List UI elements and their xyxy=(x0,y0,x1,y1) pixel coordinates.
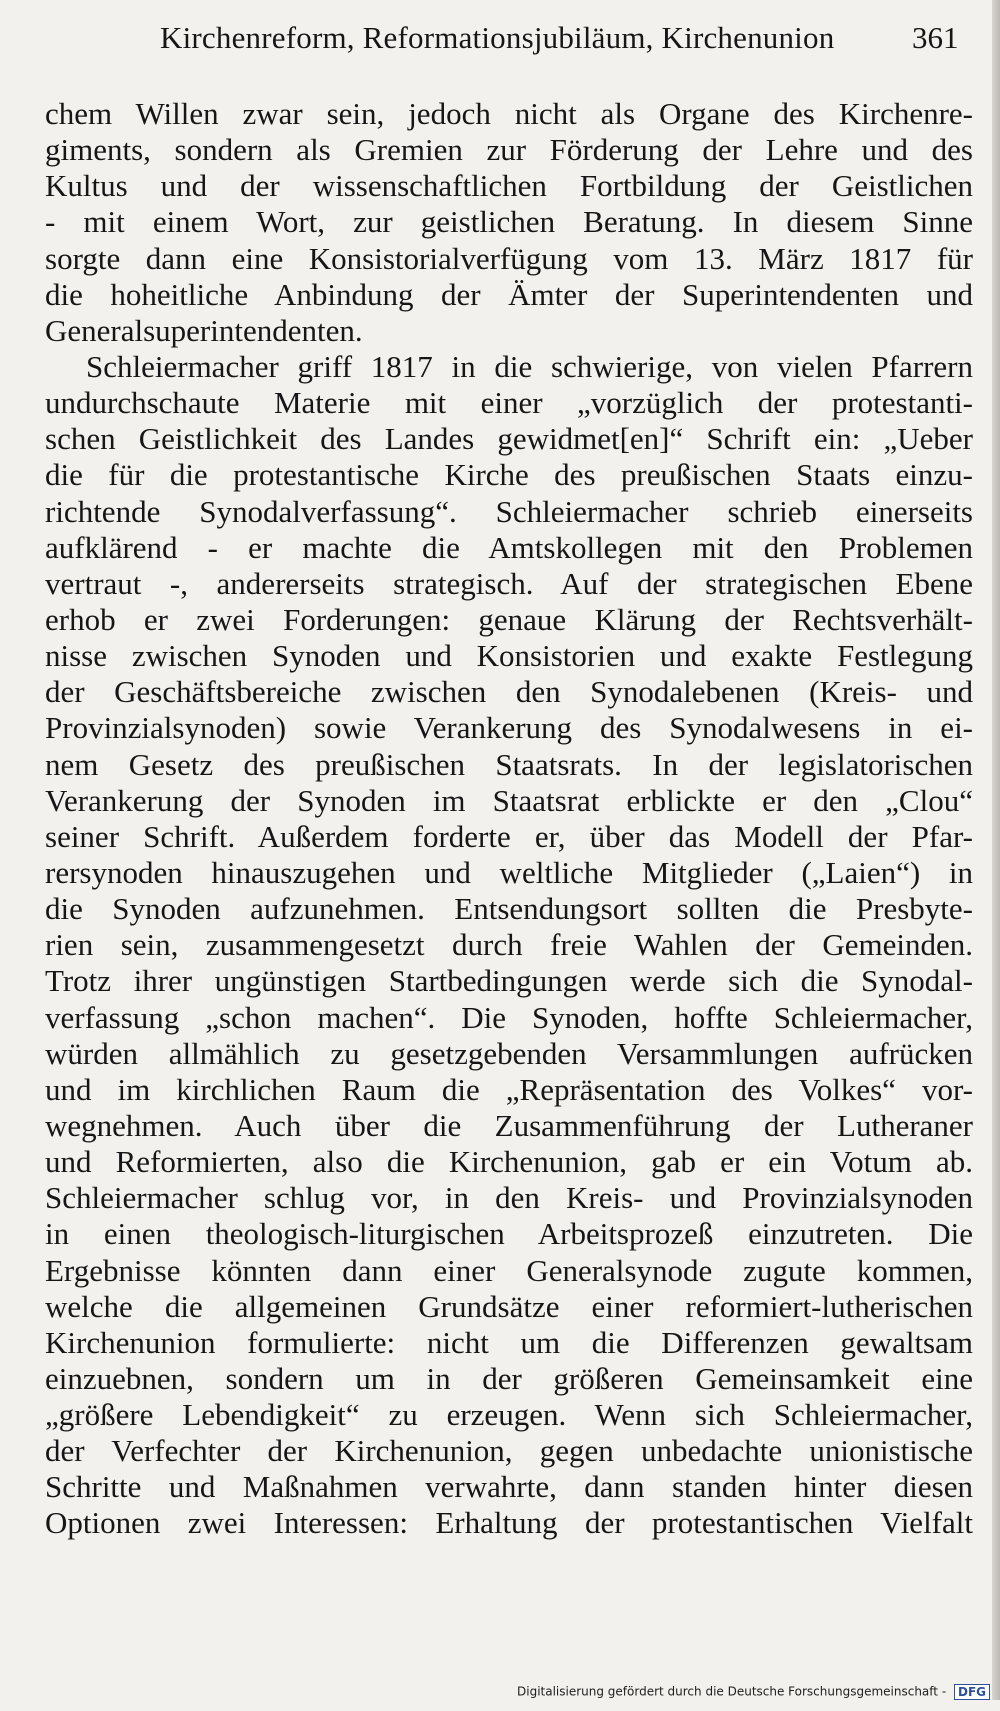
text-line-21: seiner Schrift. Außerdem forderte er, über das Modell der Pfar- xyxy=(45,818,973,854)
text-line-20: Verankerung der Synoden im Staatsrat erblickte er den „Clou“ xyxy=(45,782,973,818)
text-line-31: Schleiermacher schlug vor, in den Kreis- und Provinzialsynoden xyxy=(45,1180,973,1216)
text-line-24: rien sein, zusammengesetzt durch freie Wahlen der Gemeinden. xyxy=(45,927,973,963)
text-line-4: - mit einem Wort, zur geistlichen Beratung. In diesem Sinne xyxy=(45,204,973,240)
text-line-29: wegnehmen. Auch über die Zusammenführung der Lutheraner xyxy=(45,1107,973,1143)
footer-credit: Digitalisierung gefördert durch die Deutsche Forschungsgemeinschaft - xyxy=(517,1684,947,1699)
page-number: 361 xyxy=(912,20,959,55)
text-line-8: Schleiermacher griff 1817 in die schwierige, von vielen Pfarrern xyxy=(86,348,973,384)
text-line-40: Optionen zwei Interessen: Erhaltung der protestantischen Vielfalt xyxy=(45,1505,973,1541)
text-line-36: einzuebnen, sondern um in der größeren Gemeinsamkeit eine xyxy=(45,1360,973,1396)
text-line-14: vertraut -, andererseits strategisch. Auf der strategischen Ebene xyxy=(45,565,973,601)
text-line-33: Ergebnisse könnten dann einer Generalsynode zugute kommen, xyxy=(45,1252,973,1288)
text-line-22: rersynoden hinauszugehen und weltliche Mitglieder („Laien“) in xyxy=(45,854,973,890)
text-line-38: der Verfechter der Kirchenunion, gegen unbedachte unionistische xyxy=(45,1433,973,1469)
text-line-6: die hoheitliche Anbindung der Ämter der Superintendenten und xyxy=(45,276,973,312)
text-line-2: giments, sondern als Gremien zur Förderung der Lehre und des xyxy=(45,132,973,168)
text-line-15: erhob er zwei Forderungen: genaue Klärung der Rechtsverhält- xyxy=(45,601,973,637)
text-line-10: schen Geistlichkeit des Landes gewidmet[en]“ Schrift ein: „Ueber xyxy=(45,421,973,457)
text-line-1: chem Willen zwar sein, jedoch nicht als Organe des Kirchenre- xyxy=(45,96,973,131)
text-line-17: der Geschäftsbereiche zwischen den Synodalebenen (Kreis- und xyxy=(45,674,973,710)
text-line-18: Provinzialsynoden) sowie Verankerung des Synodalwesens in ei- xyxy=(45,710,973,746)
text-line-27: würden allmählich zu gesetzgebenden Versammlungen aufrücken xyxy=(45,1035,973,1071)
text-line-16: nisse zwischen Synoden und Konsistorien und exakte Festlegung xyxy=(45,638,973,674)
body-text xyxy=(45,96,973,1542)
text-line-30: und Reformierten, also die Kirchenunion, gab er ein Votum ab. xyxy=(45,1144,973,1180)
dfg-logo: DFG xyxy=(954,1684,990,1700)
text-line-34: welche die allgemeinen Grundsätze einer reformiert-lutherischen xyxy=(45,1288,973,1324)
text-line-28: und im kirchlichen Raum die „Repräsentation des Volkes“ vor- xyxy=(45,1071,973,1107)
digitization-footer xyxy=(517,1684,990,1700)
running-head: Kirchenreform, Reformationsjubiläum, Kirchenunion xyxy=(160,20,835,55)
text-line-23: die Synoden aufzunehmen. Entsendungsort sollten die Presbyte- xyxy=(45,891,973,927)
page-edge-shadow xyxy=(992,0,1000,1700)
text-line-39: Schritte und Maßnahmen verwahrte, dann standen hinter diesen xyxy=(45,1469,973,1505)
text-line-19: nem Gesetz des preußischen Staatsrats. In der legislatorischen xyxy=(45,746,973,782)
text-line-35: Kirchenunion formulierte: nicht um die Differenzen gewaltsam xyxy=(45,1324,973,1360)
text-line-25: Trotz ihrer ungünstigen Startbedingungen werde sich die Synodal- xyxy=(45,963,973,999)
text-line-3: Kultus und der wissenschaftlichen Fortbildung der Geistlichen xyxy=(45,168,973,204)
text-line-9: undurchschaute Materie mit einer „vorzüglich der protestanti- xyxy=(45,385,973,421)
text-line-32: in einen theologisch-liturgischen Arbeitsprozeß einzutreten. Die xyxy=(45,1216,973,1252)
text-line-11: die für die protestantische Kirche des preußischen Staats einzu- xyxy=(45,457,973,493)
text-line-12: richtende Synodalverfassung“. Schleiermacher schrieb einerseits xyxy=(45,493,973,529)
text-line-7: Generalsuperintendenten. xyxy=(45,312,363,348)
text-line-26: verfassung „schon machen“. Die Synoden, hoffte Schleiermacher, xyxy=(45,999,973,1035)
text-line-13: aufklärend - er machte die Amtskollegen mit den Problemen xyxy=(45,529,973,565)
text-line-37: „größere Lebendigkeit“ zu erzeugen. Wenn sich Schleiermacher, xyxy=(45,1397,973,1433)
text-line-5: sorgte dann eine Konsistorialverfügung vom 13. März 1817 für xyxy=(45,240,973,276)
